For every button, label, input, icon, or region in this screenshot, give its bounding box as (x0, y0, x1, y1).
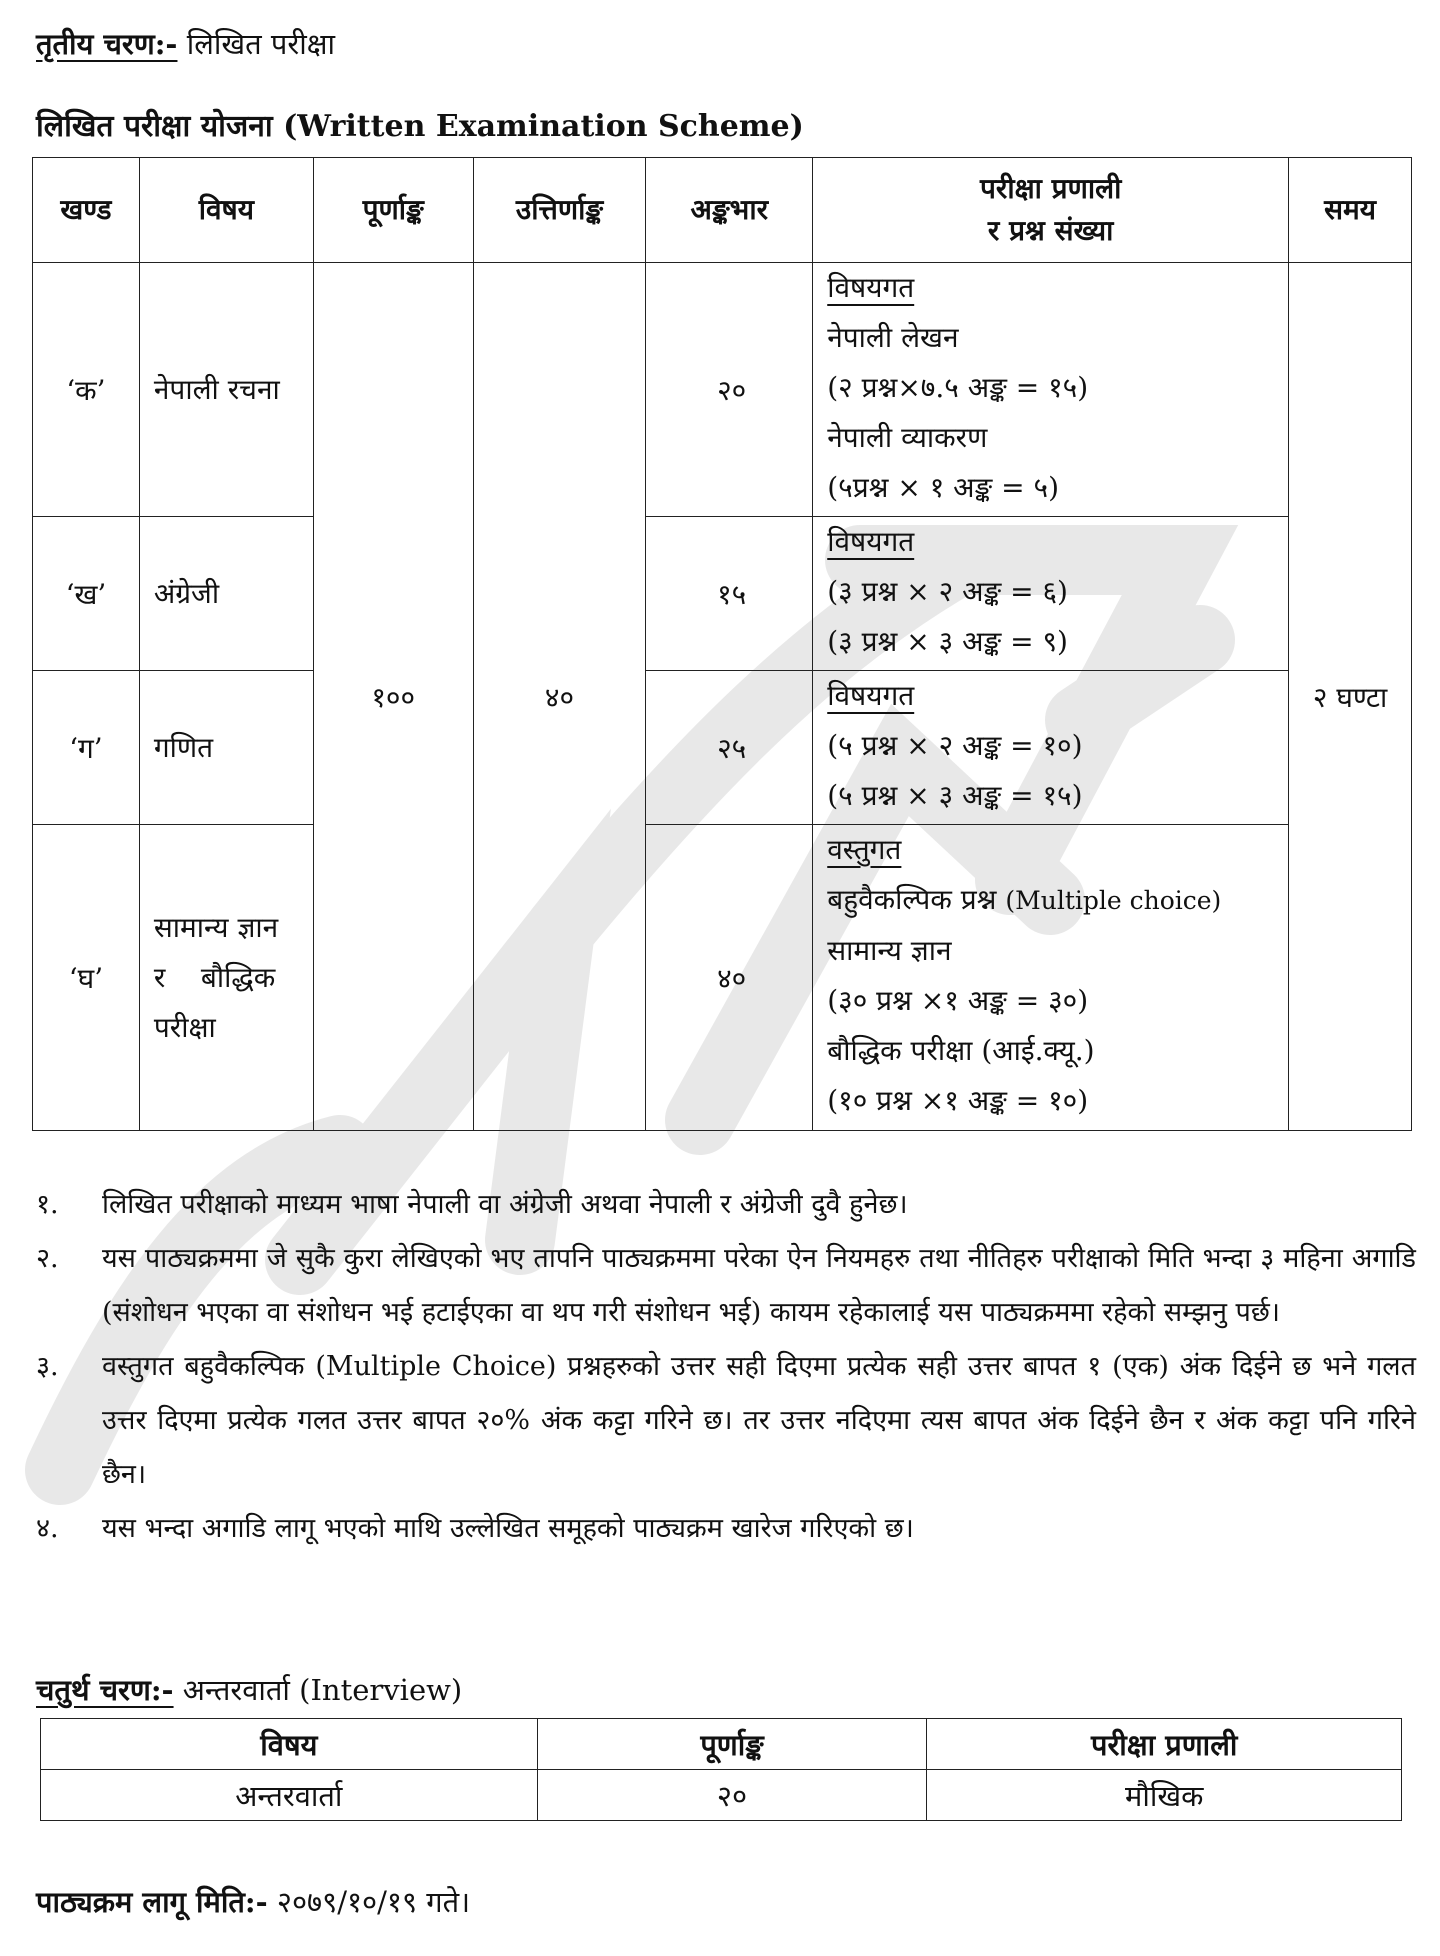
header-pass-marks: उत्तिर्णाङ्क (473, 158, 646, 263)
table-row (33, 517, 1412, 671)
row-subject: नेपाली रचना (139, 263, 313, 517)
method-line: नेपाली व्याकरण (827, 421, 988, 454)
header-subject: विषय (41, 1719, 538, 1770)
method-line: (२ प्रश्न×७.५ अङ्क = १५) (827, 371, 1089, 404)
method-line: (३० प्रश्न ×१ अङ्क = ३०) (827, 984, 1089, 1017)
row-subject: गणित (139, 671, 313, 825)
header-weightage: अङ्कभार (646, 158, 813, 263)
method-heading: वस्तुगत (827, 833, 902, 866)
row-weightage: १५ (646, 517, 813, 671)
header-method-line1: परीक्षा प्रणाली (979, 172, 1122, 205)
mcq-label: बहुवैकल्पिक प्रश्न (827, 883, 997, 916)
stage4-heading (36, 1670, 462, 1710)
note-text: यस भन्दा अगाडि लागू भएको माथि उल्लेखित समूहको पाठ्यक्रम खारेज गरिएको छ। (102, 1513, 914, 1544)
row-weightage: २५ (646, 671, 813, 825)
stage3-label: तृतीय चरण:- (36, 27, 178, 61)
note-number: २. (36, 1243, 59, 1274)
table-header-row (33, 158, 1412, 263)
note-number: ३. (36, 1351, 59, 1382)
list-item (36, 1178, 1416, 1232)
method-line: (५प्रश्न × १ अङ्क = ५) (827, 471, 1060, 504)
note-number: ४. (36, 1513, 59, 1544)
note-text: लिखित परीक्षाको माध्यम भाषा नेपाली वा अंग्रेजी अथवा नेपाली र अंग्रेजी दुवै हुनेछ। (102, 1189, 908, 1220)
method-line: (५ प्रश्न × ३ अङ्क = १५) (827, 779, 1083, 812)
header-method: परीक्षा प्रणाली (927, 1719, 1402, 1770)
method-line: (५ प्रश्न × २ अङ्क = १०) (827, 729, 1083, 762)
method-line: बौद्धिक परीक्षा (आई.क्यू.) (827, 1034, 1095, 1067)
table-row (33, 825, 1412, 1131)
row-section: ‘ख’ (33, 517, 140, 671)
note-text: वस्तुगत बहुवैकल्पिक (Multiple Choice) प्रश्नहरुको उत्तर सही दिएमा प्रत्येक सही उत्तर बापत १ (एक) अंक दिईने छ भने गलत उत्तर दिएमा प्रत्येक गलत उत्तर बापत २०% अंक कट्टा गरिने छ। तर उत्तर नदिएमा त्यस बापत अंक दिईने छैन र अंक कट्टा पनि गरिने छैन। (102, 1351, 1416, 1490)
method-line: (१० प्रश्न ×१ अङ्क = १०) (827, 1084, 1089, 1117)
time-cell: २ घण्टा (1289, 263, 1412, 1131)
header-method (813, 158, 1289, 263)
subject-line: सामान्य ज्ञान (153, 910, 279, 944)
stage3-heading (36, 24, 335, 64)
row-weightage: ४० (646, 825, 813, 1131)
row-section: ‘क’ (33, 263, 140, 517)
method-line: (३ प्रश्न × ३ अङ्क = ९) (827, 625, 1068, 658)
stage4-label: चतुर्थ चरण:- (36, 1673, 174, 1707)
scheme-title: लिखित परीक्षा योजना (Written Examination Scheme) (36, 109, 804, 144)
row-weightage: २० (646, 263, 813, 517)
method-line (827, 875, 1288, 926)
notes-list (36, 1178, 1416, 1556)
full-marks-cell: १०० (313, 263, 473, 1131)
note-number: १. (36, 1189, 59, 1220)
header-section: खण्ड (33, 158, 140, 263)
stage3-title: लिखित परीक्षा (186, 27, 336, 61)
interview-method: मौखिक (927, 1770, 1402, 1821)
interview-full-marks: २० (537, 1770, 927, 1821)
row-section: ‘घ’ (33, 825, 140, 1131)
table-row (33, 263, 1412, 517)
header-full-marks: पूर्णाङ्क (537, 1719, 927, 1770)
effective-date-label: पाठ्यक्रम लागू मिति:- (36, 1885, 268, 1919)
table-row (41, 1770, 1402, 1821)
list-item (36, 1340, 1416, 1502)
row-method (813, 671, 1289, 825)
row-method (813, 263, 1289, 517)
method-heading: विषयगत (827, 525, 915, 558)
note-text: यस पाठ्यक्रममा जे सुकै कुरा लेखिएको भए तापनि पाठ्यक्रममा परेका ऐन नियमहरु तथा नीतिहरु परीक्षाको मिति भन्दा ३ महिना अगाडि (संशोधन भएका वा संशोधन भई हटाईएका वा थप गरी संशोधन भई) कायम रहेकालाई यस पाठ्यक्रममा रहेको सम्झनु पर्छ। (102, 1243, 1416, 1328)
header-subject: विषय (139, 158, 313, 263)
row-subject: अंग्रेजी (139, 517, 313, 671)
method-heading: विषयगत (827, 271, 915, 304)
list-item (36, 1502, 1416, 1556)
mcq-label-english: (Multiple choice) (1005, 886, 1222, 915)
row-method (813, 517, 1289, 671)
method-heading: विषयगत (827, 679, 915, 712)
header-full-marks: पूर्णाङ्क (313, 158, 473, 263)
table-row (33, 671, 1412, 825)
header-time: समय (1289, 158, 1412, 263)
effective-date-value: २०७९/१०/१९ गते। (276, 1885, 471, 1919)
stage4-title: अन्तरवार्ता (Interview) (182, 1673, 463, 1707)
subject-line: परीक्षा (153, 1010, 216, 1044)
effective-date (36, 1882, 470, 1922)
header-method-line2: र प्रश्न संख्या (987, 214, 1114, 247)
table-header-row (41, 1719, 1402, 1770)
row-section: ‘ग’ (33, 671, 140, 825)
pass-marks-cell: ४० (473, 263, 646, 1131)
method-line: नेपाली लेखन (827, 321, 959, 354)
row-subject (139, 825, 313, 1131)
subject-line: र बौद्धिक (153, 960, 276, 994)
written-exam-table (32, 157, 1412, 1131)
method-line: सामान्य ज्ञान (827, 934, 952, 967)
interview-subject: अन्तरवार्ता (41, 1770, 538, 1821)
interview-table (40, 1718, 1402, 1821)
list-item (36, 1232, 1416, 1340)
method-line: (३ प्रश्न × २ अङ्क = ६) (827, 575, 1068, 608)
row-method (813, 825, 1289, 1131)
